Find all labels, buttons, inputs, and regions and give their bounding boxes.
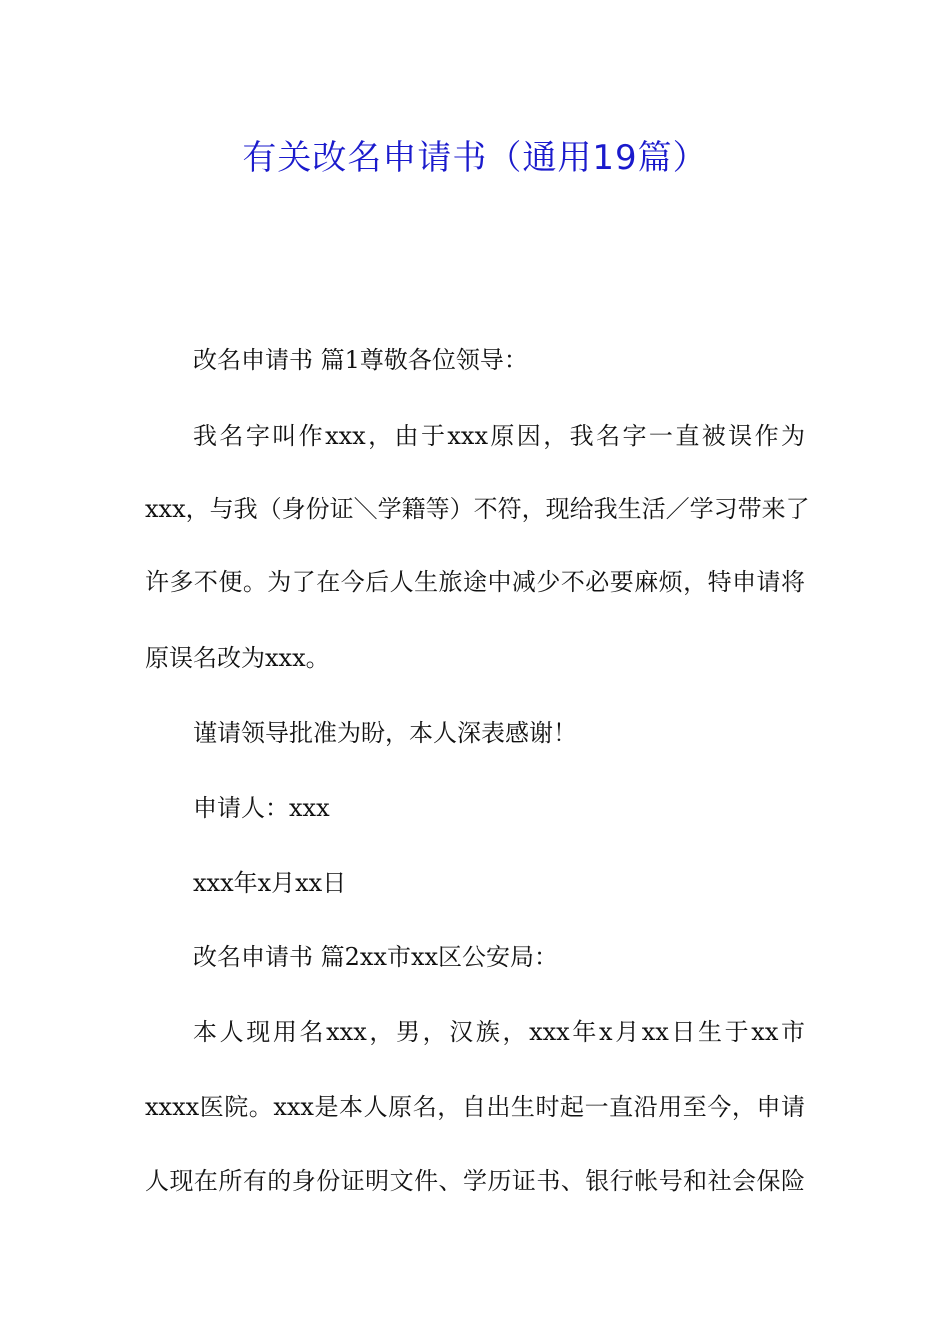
signature-line: 申请人：xxx (193, 794, 330, 822)
paragraph-line: 改名申请书 篇1尊敬各位领导： (193, 346, 528, 374)
paragraph-line: 我名字叫作xxx，由于xxx原因，我名字一直被误作为 (193, 422, 805, 450)
paragraph-line: xxx，与我（身份证＼学籍等）不符，现给我生活／学习带来了 (145, 495, 810, 523)
paragraph-line: 改名申请书 篇2xx市xx区公安局： (193, 943, 559, 971)
paragraph-line: xxxx医院。xxx是本人原名，自出生时起一直沿用至今，申请 (145, 1093, 805, 1121)
document-title: 有关改名申请书（通用19篇） (242, 138, 708, 178)
paragraph-line: 原误名改为xxx。 (145, 644, 330, 672)
paragraph-line: 人现在所有的身份证明文件、学历证书、银行帐号和社会保险 (145, 1167, 805, 1195)
paragraph-line: 本人现用名xxx，男，汉族，xxx年x月xx日生于xx市 (193, 1018, 805, 1046)
date-line: xxx年x月xx日 (193, 869, 347, 897)
paragraph-line: 谨请领导批准为盼，本人深表感谢！ (193, 719, 577, 747)
paragraph-line: 许多不便。为了在今后人生旅途中减少不必要麻烦，特申请将 (145, 568, 805, 596)
